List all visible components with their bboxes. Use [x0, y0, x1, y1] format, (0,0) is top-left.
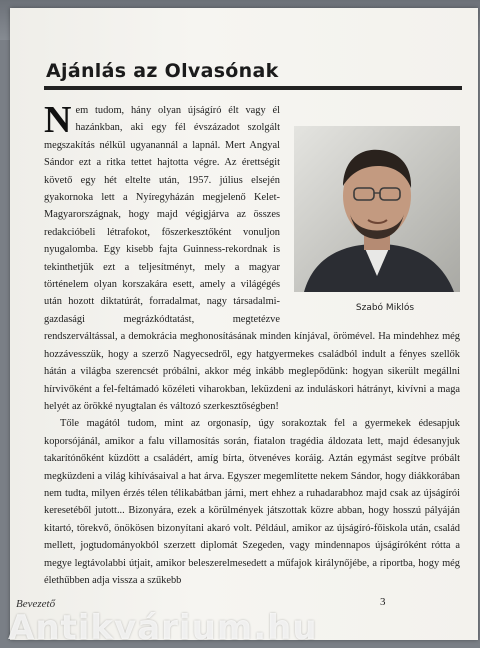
page-title: Ajánlás az Olvasónak	[46, 60, 279, 82]
book-page	[10, 8, 478, 640]
title-rule	[44, 86, 462, 90]
photo-caption: Szabó Miklós	[355, 303, 415, 313]
page-number: 3	[380, 596, 386, 608]
footer-section-label: Bevezető	[16, 598, 56, 610]
paragraph-2: Tőle magától tudom, mint az orgonasíp, úgy sorakoztak fel a gyermekek édesapjuk koporsójánál, amikor a falu villamosítás során, fiatalon tragédia áldozata lett, majd édesanyjuk takarítónőként küzdött a családért, amíg bírta, ötvenéves koráig. Aztán egymást segítve próbált megküzdeni a világ kihívásaival a hat árva. Egyszer megemlítette nekem Sándor, hogy diákkorában nem tudta, milyen érzés télen télikabátban járni, mert ehhez a ruhadarabhoz majd csak az újságírói keresetéből jutott... Bizonyára, ezek a körülmények játszottak közre abban, hogy hosszú pályáján kitartó, törekvő, önökösen bizonyítani akaró volt. Például, amikor az újságíró-főiskola után, család mellett, jogtudományokból szerzett diplomát Szegeden, vagy mindennapos újságíróként rótta a megye legtávolabbi útjait, amikor beleszerelmesedett a műfajok királynőjébe, a riportba, hogy még élethűbben adja vissza a szűkebb	[44, 418, 460, 586]
portrait-photo	[294, 126, 460, 292]
watermark: Antikvárium.hu	[8, 608, 318, 648]
portrait-image	[294, 126, 460, 292]
body-text	[44, 99, 460, 589]
drop-cap: N	[44, 99, 72, 141]
portrait-figure	[290, 126, 460, 317]
paragraph-1-text: em tudom, hány olyan újságíró élt vagy él hazánkban, aki egy fél évszázadot szolgált megszakítás nélkül ugyanannál a lapnál. Mert Angyal Sándor ezt a ritka tettet hajtotta végre. Az érettségit követő egy hét eltelte után, 1957. július elsején gyakornoka lett a Nyíregyházán megjelenő Kelet-Magyarországnak, hogy majd végigjárva az összes redakcióbeli létrafokot, főszerkesztőként vonuljon nyugalomba. Egy kisebb fajta Guinness-rekordnak is tekinthetjük ezt a teljesítményt, mely a magyar történelem olyan korszakára esett, amely a világégés után hozott diktatúrát, forradalmat, nagy társadalmi-gazdasági megrázkódtatást, megtetézve rendszerváltással, a demokrácia meghonosításának minden kínjával, örömével. Ha mindehhez még hozzávesszük, hogy a szerző Nagyecsedről, egy hatgyermekes családból indult a fényes szellők hátán a világba szerencsét próbálni, akkor még inkább meglepődünk: hogyan sikerült megállni hírvivőként a fel-feltámadó közéleti viharokban, leküzdeni az induláskori hátrányt, kivívni a maga helyét az örökké nyugtalan és változó szerkesztőségben!	[44, 105, 460, 412]
